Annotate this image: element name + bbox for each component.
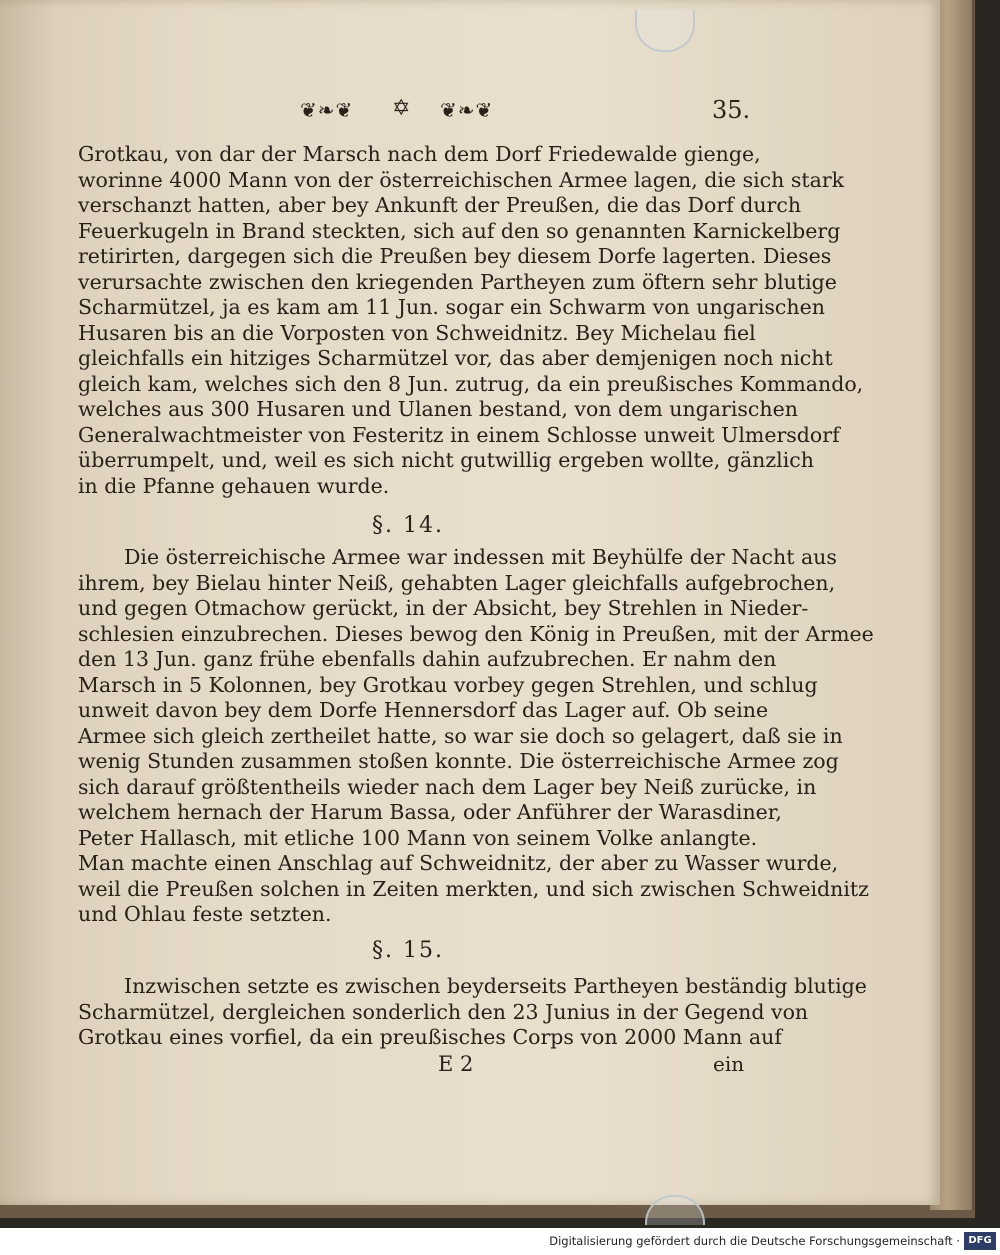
text-line: Man machte einen Anschlag auf Schweidnitz, der aber zu Wasser wurde, (78, 851, 839, 875)
text-line: schlesien einzubrechen. Dieses bewog den König in Preußen, mit der Armee (78, 621, 874, 646)
text-line: worinne 4000 Mann von der österreichischen Armee lagen, die sich stark (78, 167, 845, 192)
page-number: 35. (712, 96, 751, 124)
text-line: Grotkau eines vorfiel, da ein preußisches Corps von 2000 Mann auf (78, 1025, 782, 1049)
text-line: verschanzt hatten, aber bey Ankunft der Preußen, die das Dorf durch (78, 193, 802, 217)
text-line: Peter Hallasch, mit etliche 100 Mann von seinem Volke anlangte. (78, 825, 758, 850)
ornament-right: ❦❧❦ (440, 98, 494, 122)
text-line: weil die Preußen solchen in Zeiten merkten, und sich zwischen Schweidnitz (78, 876, 869, 901)
text-line: den 13 Jun. ganz frühe ebenfalls dahin aufzubrechen. Er nahm den (78, 647, 777, 671)
dfg-logo: DFG (964, 1232, 996, 1250)
text-line: unweit davon bey dem Dorfe Hennersdorf das Lager auf. Ob seine (78, 698, 769, 722)
text-line: in die Pfanne gehauen wurde. (78, 473, 390, 498)
header-ornaments (300, 96, 750, 126)
text-line: und Ohlau feste setzten. (78, 902, 332, 926)
section-heading-15: §. 15. (372, 938, 444, 963)
text-line: Scharmützel, ja es kam am 11 Jun. sogar ein Schwarm von ungarischen (78, 295, 825, 319)
ornament-left: ❦❧❦ (300, 98, 354, 122)
text-line: Feuerkugeln in Brand steckten, sich auf den so genannten Karnickelberg (78, 218, 841, 243)
text-line: retirirten, dargegen sich die Preußen bey diesem Dorfe lagerten. Dieses (78, 244, 832, 268)
paragraph-continuation (78, 142, 864, 499)
text-line: verursachte zwischen den kriegenden Partheyen zum öftern sehr blutige (78, 269, 837, 294)
text-line: überrumpelt, und, weil es sich nicht gutwillig ergeben wollte, gänzlich (78, 448, 814, 472)
text-line: Grotkau, von dar der Marsch nach dem Dorf Friedewalde gienge, (78, 142, 761, 166)
section-15-paragraph (78, 974, 867, 1051)
catchword: ein (713, 1052, 745, 1076)
text-line: ihrem, bey Bielau hinter Neiß, gehabten Lager gleichfalls aufgebrochen, (78, 570, 836, 595)
text-line: Husaren bis an die Vorposten von Schweidnitz. Bey Michelau fiel (78, 320, 756, 345)
text-line: Armee sich gleich zertheilet hatte, so war sie doch so gelagert, daß sie in (78, 723, 843, 748)
text-line: Die österreichische Armee war indessen mit Beyhülfe der Nacht aus (124, 545, 837, 569)
credit-text: Digitalisierung gefördert durch die Deutsche Forschungsgemeinschaft · (549, 1234, 960, 1248)
text-line: und gegen Otmachow gerückt, in der Absicht, bey Strehlen in Nieder- (78, 596, 809, 620)
signature-mark: E 2 (438, 1052, 474, 1076)
section-14-paragraph (78, 545, 874, 928)
digitization-credit-bar (0, 1228, 1000, 1255)
ornament-center: ✡ (392, 96, 412, 121)
text-line: gleich kam, welches sich den 8 Jun. zutrug, da ein preußisches Kommando, (78, 371, 864, 396)
text-line: welchem hernach der Harum Bassa, oder Anführer der Warasdiner, (78, 800, 782, 824)
section-heading-14: §. 14. (372, 513, 444, 538)
text-line: wenig Stunden zusammen stoßen konnte. Die österreichische Armee zog (78, 749, 839, 773)
text-line: Scharmützel, dergleichen sonderlich den 23 Junius in der Gegend von (78, 999, 809, 1024)
text-line: sich darauf größtentheils wieder nach dem Lager bey Neiß zurücke, in (78, 774, 817, 799)
text-line: Inzwischen setzte es zwischen beyderseits Partheyen beständig blutige (124, 974, 867, 998)
text-line: Marsch in 5 Kolonnen, bey Grotkau vorbey gegen Strehlen, und schlug (78, 672, 818, 697)
text-line: Generalwachtmeister von Festeritz in einem Schlosse unweit Ulmersdorf (78, 422, 840, 447)
text-line: welches aus 300 Husaren und Ulanen bestand, von dem ungarischen (78, 397, 798, 421)
text-line: gleichfalls ein hitziges Scharmützel vor, das aber demjenigen noch nicht (78, 346, 833, 370)
